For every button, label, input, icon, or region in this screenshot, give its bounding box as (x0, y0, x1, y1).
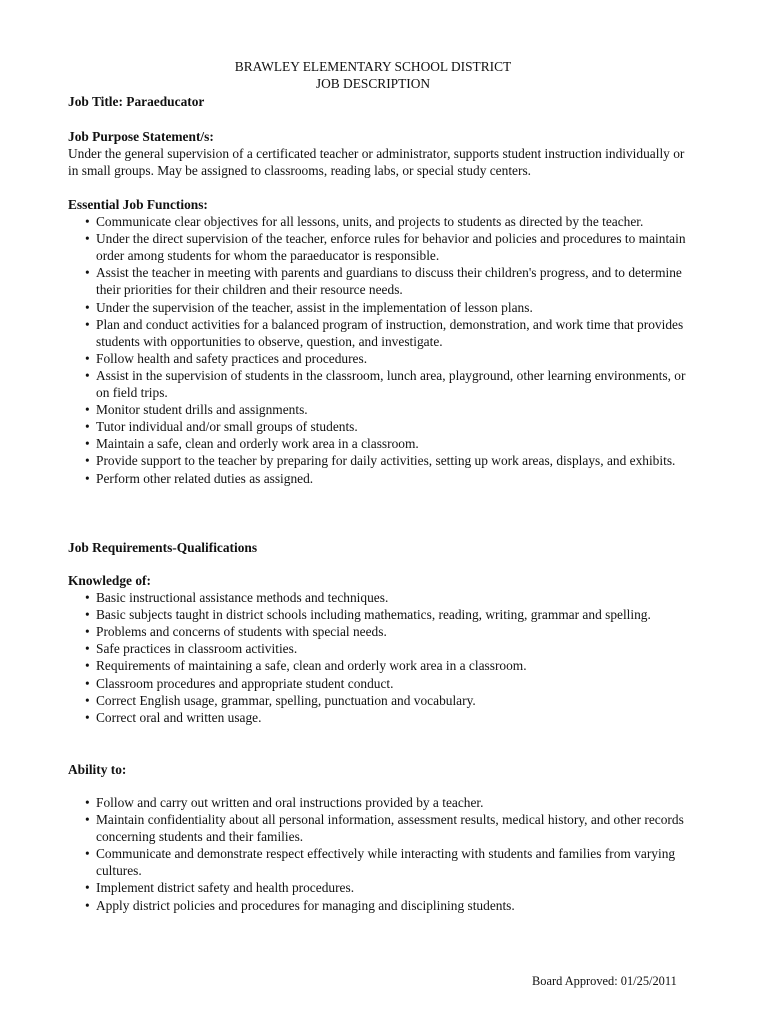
document-header (68, 58, 678, 92)
functions-section (68, 196, 693, 487)
list-item: • Provide support to the teacher by preparing for daily activities, setting up work areas, displays, and exhibits. (85, 452, 693, 469)
ability-section (68, 761, 693, 778)
list-item: • Correct oral and written usage. (85, 709, 693, 726)
list-item: • Tutor individual and/or small groups of students. (85, 418, 693, 435)
job-title: Job Title: Paraeducator (68, 94, 205, 109)
ability-list-section (68, 794, 693, 914)
list-item: • Assist the teacher in meeting with parents and guardians to discuss their children's progress, and to determine their priorities for their children and their resource needs. (85, 264, 693, 298)
purpose-heading: Job Purpose Statement/s: (68, 129, 214, 144)
ability-list (68, 794, 693, 914)
list-item: • Communicate and demonstrate respect effectively while interacting with students and families from varying cultures. (85, 845, 693, 879)
list-item: • Assist in the supervision of students in the classroom, lunch area, playground, other learning environments, or on field trips. (85, 367, 693, 401)
list-item: • Classroom procedures and appropriate student conduct. (85, 675, 693, 692)
list-item: • Basic instructional assistance methods and techniques. (85, 589, 693, 606)
list-item: • Safe practices in classroom activities. (85, 640, 693, 657)
list-item: • Monitor student drills and assignments. (85, 401, 693, 418)
functions-heading: Essential Job Functions: (68, 197, 208, 212)
functions-list (68, 213, 693, 487)
board-approved-date: Board Approved: 01/25/2011 (532, 974, 677, 988)
requirements-heading: Job Requirements-Qualifications (68, 540, 258, 555)
list-item: • Perform other related duties as assigned. (85, 470, 693, 487)
list-item: • Under the supervision of the teacher, assist in the implementation of lesson plans. (85, 299, 693, 316)
list-item: • Plan and conduct activities for a balanced program of instruction, demonstration, and work time that provides students with opportunities to observe, question, and investigate. (85, 316, 693, 350)
list-item: • Basic subjects taught in district schools including mathematics, reading, writing, grammar and spelling. (85, 606, 693, 623)
list-item: • Follow health and safety practices and procedures. (85, 350, 693, 367)
list-item: • Communicate clear objectives for all lessons, units, and projects to students as directed by the teacher. (85, 213, 693, 230)
ability-heading: Ability to: (68, 762, 127, 777)
list-item: • Correct English usage, grammar, spelling, punctuation and vocabulary. (85, 692, 693, 709)
district-name: BRAWLEY ELEMENTARY SCHOOL DISTRICT (234, 59, 512, 74)
knowledge-section (68, 572, 693, 726)
purpose-text: Under the general supervision of a certificated teacher or administrator, supports student instruction individually or in small groups. May be assigned to classrooms, reading labs, or special study centers. (68, 146, 685, 179)
list-item: • Problems and concerns of students with special needs. (85, 623, 693, 640)
knowledge-list (68, 589, 693, 726)
list-item: • Requirements of maintaining a safe, clean and orderly work area in a classroom. (85, 657, 693, 674)
list-item: • Maintain a safe, clean and orderly work area in a classroom. (85, 435, 693, 452)
list-item: • Under the direct supervision of the teacher, enforce rules for behavior and policies and procedures to maintain order among students for whom the paraeducator is responsible. (85, 230, 693, 264)
document-type: JOB DESCRIPTION (315, 76, 431, 91)
list-item: • Apply district policies and procedures for managing and disciplining students. (85, 897, 693, 914)
purpose-section (68, 128, 693, 179)
list-item: • Maintain confidentiality about all personal information, assessment results, medical history, and other records concerning students and their families. (85, 811, 693, 845)
list-item: • Follow and carry out written and oral instructions provided by a teacher. (85, 794, 693, 811)
knowledge-heading: Knowledge of: (68, 573, 151, 588)
list-item: • Implement district safety and health procedures. (85, 879, 693, 896)
requirements-section (68, 539, 693, 556)
